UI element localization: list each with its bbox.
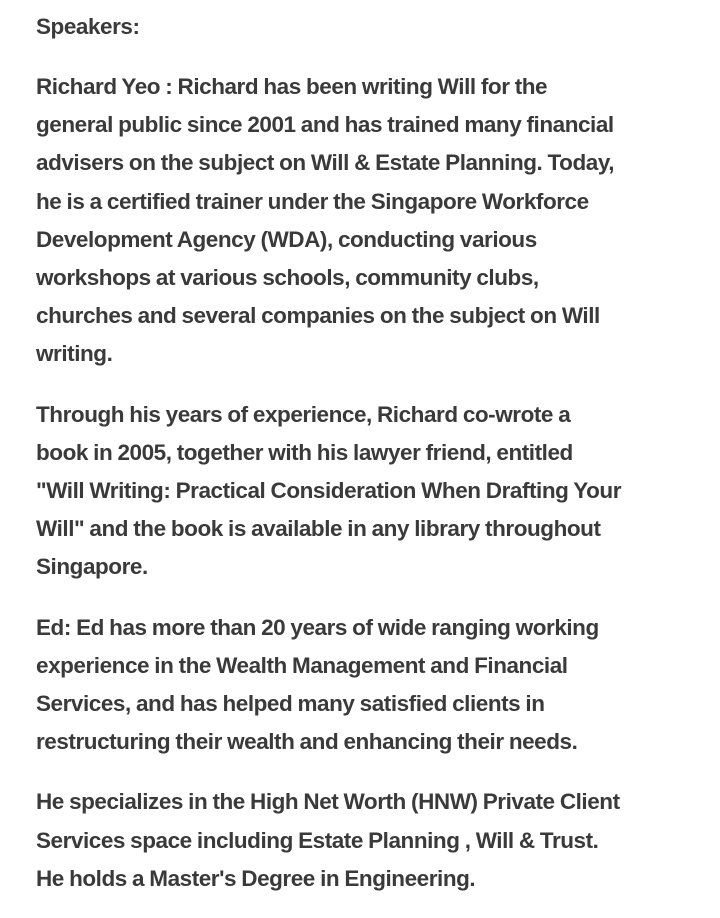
text-line: He holds a Master's Degree in Engineering. xyxy=(36,865,476,891)
paragraph-richard-book xyxy=(36,396,698,587)
text-line: restructuring their wealth and enhancing their needs. xyxy=(36,729,578,755)
paragraph-richard-bio xyxy=(36,68,698,374)
text-line: Through his years of experience, Richard co-wrote a xyxy=(36,401,571,427)
text-line: Services, and has helped many satisfied clients in xyxy=(36,691,545,717)
section-heading: Speakers: xyxy=(36,14,140,39)
text-line: Ed: Ed has more than 20 years of wide ranging working xyxy=(36,614,599,640)
text-line: advisers on the subject on Will & Estate Planning. Today, xyxy=(36,150,615,176)
text-line: Services space including Estate Planning , Will & Trust. xyxy=(36,827,599,853)
paragraph-ed-bio xyxy=(36,609,698,762)
text-line: Development Agency (WDA), conducting various xyxy=(36,226,537,252)
text-line: Singapore. xyxy=(36,554,148,580)
text-line: book in 2005, together with his lawyer friend, entitled xyxy=(36,439,573,465)
text-line: writing. xyxy=(36,341,113,367)
text-line: he is a certified trainer under the Singapore Workforce xyxy=(36,188,589,214)
text-line: workshops at various schools, community clubs, xyxy=(36,265,539,291)
paragraph-ed-specialization xyxy=(36,783,698,898)
text-line: churches and several companies on the subject on Will xyxy=(36,303,600,329)
text-line: Will" and the book is available in any library throughout xyxy=(36,516,601,542)
text-line: experience in the Wealth Management and Financial xyxy=(36,652,568,678)
text-line: Richard Yeo : Richard has been writing Will for the xyxy=(36,74,548,99)
text-line: He specializes in the High Net Worth (HNW) Private Client xyxy=(36,789,620,815)
text-line: "Will Writing: Practical Consideration When Drafting Your xyxy=(36,478,622,504)
text-line: general public since 2001 and has trained many financial xyxy=(36,112,614,138)
